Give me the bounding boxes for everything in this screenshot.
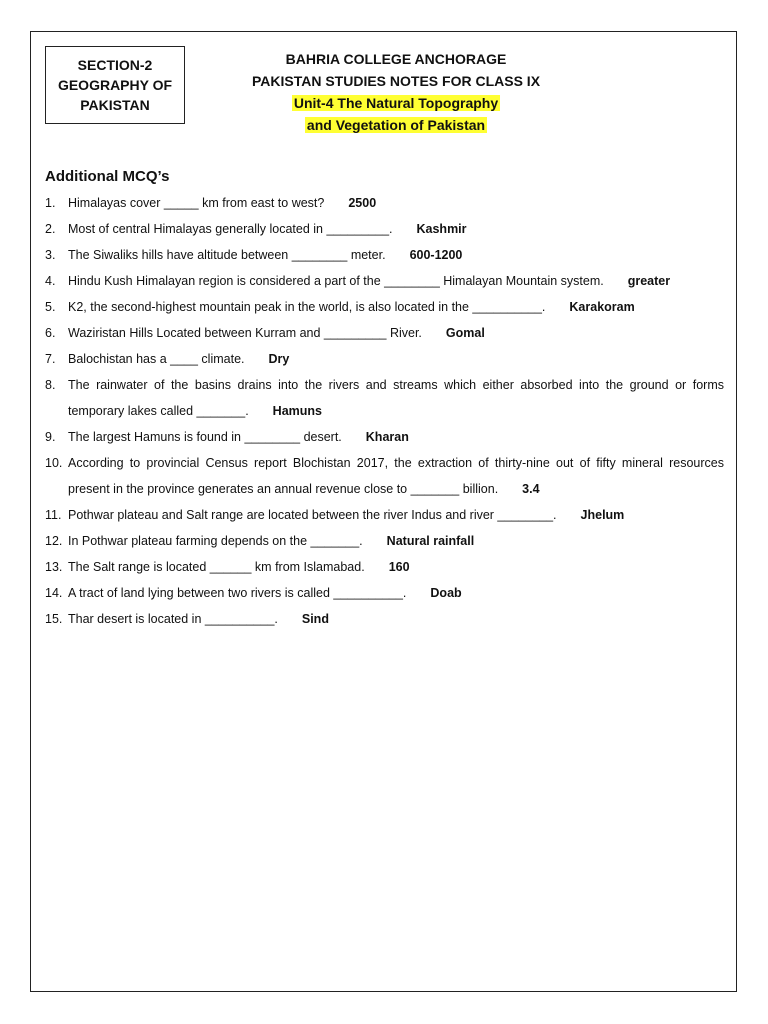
mcq-number: 9. [45,430,56,444]
mcq-item [45,346,724,372]
mcq-item [45,190,724,216]
mcq-item [45,372,724,424]
mcq-answer: 600-1200 [409,248,463,262]
mcq-question: K2, the second-highest mountain peak in the world, is also located in the __________. [68,300,546,314]
unit-title-line1: Unit-4 The Natural Topography [293,95,499,111]
mcq-answer: Jhelum [580,508,625,522]
mcq-number: 7. [45,352,56,366]
mcq-number: 3. [45,248,56,262]
mcq-question: Most of central Himalayas generally located in _________. [68,222,393,236]
mcq-question-line1: The rainwater of the basins drains into the rivers and streams which either absorbed into the ground or forms [68,378,724,392]
mcq-number: 6. [45,326,56,340]
mcq-item [45,242,724,268]
mcq-number: 12. [45,534,63,548]
mcq-question: Waziristan Hills Located between Kurram and _________ River. [68,326,422,340]
mcq-answer: Natural rainfall [386,534,475,548]
mcq-number: 1. [45,196,56,210]
document-page [30,31,737,992]
mcq-item [45,554,724,580]
mcq-item [45,268,724,294]
document-header [211,48,581,136]
mcq-answer: Hamuns [272,404,322,418]
mcq-number: 15. [45,612,63,626]
mcq-number: 14. [45,586,63,600]
section-subject-line1: GEOGRAPHY OF [57,77,173,93]
mcq-number: 2. [45,222,56,236]
mcq-number: 8. [45,378,56,392]
section-box [45,46,185,124]
mcq-item [45,606,724,632]
mcq-list [45,190,724,632]
mcq-answer: Karakoram [569,300,635,314]
section-number: SECTION-2 [77,57,153,73]
mcq-answer: Kashmir [416,222,467,236]
mcq-question: The Siwaliks hills have altitude between ________ meter. [68,248,386,262]
notes-title: PAKISTAN STUDIES NOTES FOR CLASS IX [251,73,541,89]
mcq-item [45,294,724,320]
mcq-question: temporary lakes called _______. [68,404,249,418]
mcq-answer: Gomal [445,326,485,340]
mcq-item [45,216,724,242]
mcq-answer: Dry [268,352,290,366]
mcq-number: 4. [45,274,56,288]
mcq-question: Himalayas cover _____ km from east to west? [68,196,325,210]
mcq-question: Pothwar plateau and Salt range are located between the river Indus and river ________. [68,508,557,522]
mcq-answer: greater [627,274,671,288]
mcq-question: In Pothwar plateau farming depends on the _______. [68,534,363,548]
mcq-answer: Sind [301,612,329,626]
mcq-answer: Doab [430,586,462,600]
mcq-item [45,450,724,502]
mcq-question: present in the province generates an annual revenue close to _______ billion. [68,482,499,496]
mcq-answer: Kharan [365,430,409,444]
mcq-question: The largest Hamuns is found in ________ desert. [68,430,342,444]
unit-title-line2: and Vegetation of Pakistan [306,117,486,133]
mcq-item [45,528,724,554]
mcq-number: 5. [45,300,56,314]
mcq-number: 13. [45,560,63,574]
mcq-answer: 2500 [348,196,377,210]
mcq-answer: 160 [388,560,410,574]
mcq-question: A tract of land lying between two rivers is called __________. [68,586,407,600]
mcq-answer: 3.4 [522,482,540,496]
mcq-item [45,320,724,346]
mcq-question: Thar desert is located in __________. [68,612,278,626]
mcq-question: Balochistan has a ____ climate. [68,352,245,366]
mcq-heading: Additional MCQ’s [45,168,170,185]
mcq-item [45,580,724,606]
mcq-item [45,424,724,450]
mcq-question: The Salt range is located ______ km from Islamabad. [68,560,365,574]
mcq-number: 10. [45,456,63,470]
mcq-item [45,502,724,528]
mcq-number: 11. [45,508,62,522]
mcq-question: Hindu Kush Himalayan region is considered a part of the ________ Himalayan Mountain system. [68,274,604,288]
section-subject-line2: PAKISTAN [80,97,150,113]
college-name: BAHRIA COLLEGE ANCHORAGE [285,51,507,67]
mcq-question-line1: According to provincial Census report Blochistan 2017, the extraction of thirty-nine out of fifty mineral resources [68,456,724,470]
